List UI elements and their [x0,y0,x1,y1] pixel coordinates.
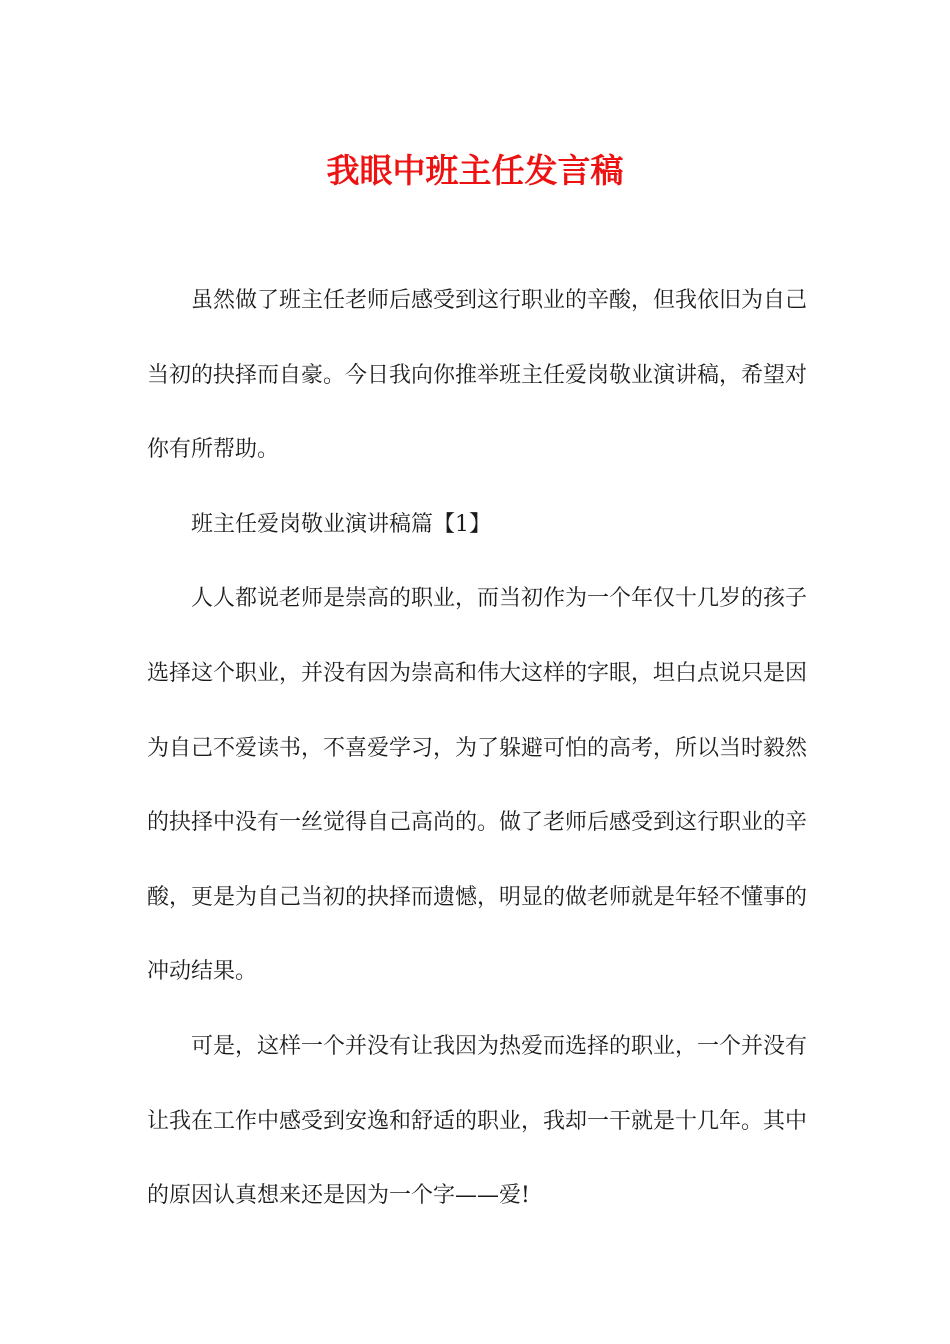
paragraph-intro: 虽然做了班主任老师后感受到这行职业的辛酸，但我依旧为自己当初的抉择而自豪。今日我向你推举班主任爱岗敬业演讲稿，希望对你有所帮助。 [147,288,808,463]
document-body [147,264,807,1234]
paragraph-body-2: 可是，这样一个并没有让我因为热爱而选择的职业，一个并没有让我在工作中感受到安逸和舒适的职业，我却一干就是十几年。其中的原因认真想来还是因为一个字——爱! [147,1033,808,1209]
paragraph-section-heading: 班主任爱岗敬业演讲稿篇【1】 [191,511,491,537]
paragraph-body-1: 人人都说老师是崇高的职业，而当初作为一个年仅十几岁的孩子选择这个职业，并没有因为崇高和伟大这样的字眼，坦白点说只是因为自己不爱读书，不喜爱学习，为了躲避可怕的高考，所以当时毅然的抉择中没有一丝觉得自己高尚的。做了老师后感受到这行职业的辛酸，更是为自己当初的抉择而遗憾，明显的做老师就是年轻不懂事的冲动结果。 [147,586,808,985]
document-title: 我眼中班主任发言稿 [326,151,624,190]
